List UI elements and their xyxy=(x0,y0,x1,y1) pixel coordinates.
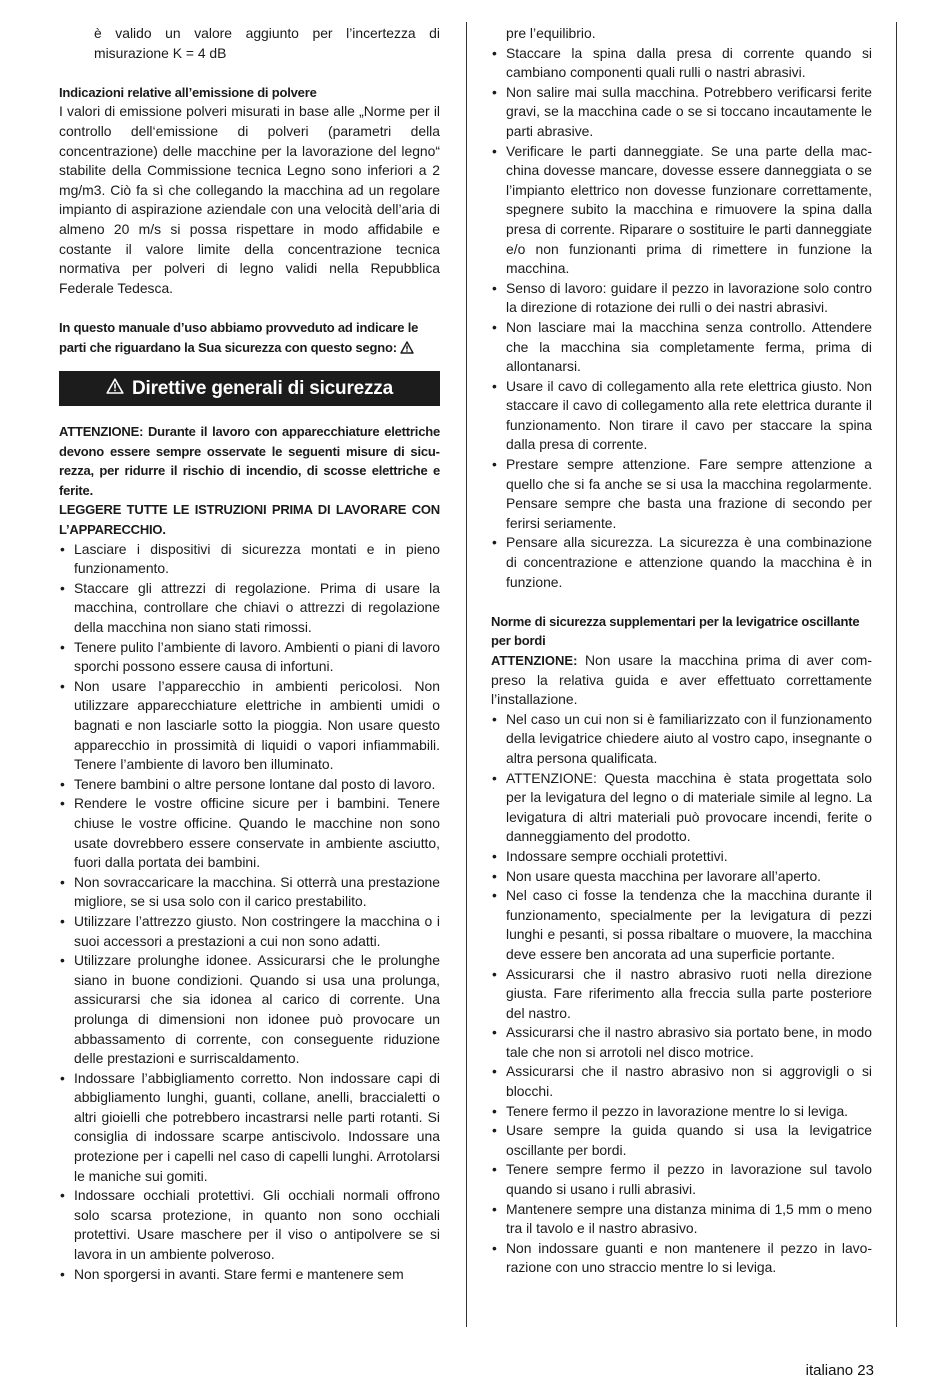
list-item: • Non salire mai sulla macchina. Potrebbero verificarsi ferite gravi, se la macchina cade o se si toccano incautamente le parti abrasive. xyxy=(491,83,872,142)
list-item: • Assicurarsi che il nastro abrasivo non si aggrovigli o si blocchi. xyxy=(491,1062,872,1101)
list-item: • Pensare alla sicurezza. La sicurezza è una combinazione di concentrazione e attenzione quando la macchina è in funzione. xyxy=(491,533,872,592)
list-item: • Usare sempre la guida quando si usa la levigatrice oscillante per bordi. xyxy=(491,1121,872,1160)
list-item: • Non usare l’apparecchio in ambienti pericolosi. Non utilizzare apparecchiature elettriche in ambienti umidi o bagnati e non lasciarle sotto la pioggia. Non usare questo apparecchio in prossimità di liquidi o vapori infiammabili. Tenere l’ambiente di lavoro ben illuminato. xyxy=(59,677,440,775)
list-item: • Tenere pulito l’ambiente di lavoro. Ambienti o piani di lavoro sporchi possono essere causa di infortuni. xyxy=(59,638,440,677)
list-item: • Lasciare i dispositivi di sicurezza montati e in pieno funzionamento. xyxy=(59,540,440,579)
list-item: • Usare il cavo di collegamento alla rete elettrica giusto. Non staccare il cavo di collegamento alla rete elettrica durante il funzionamento. Non tirare il cavo per staccare la spina dalla presa di corrente. xyxy=(491,377,872,455)
list-item: • Assicurarsi che il nastro abrasivo ruoti nella direzione giusta. Fare riferimento alla freccia sulla parte posteriore del nastro. xyxy=(491,965,872,1024)
list-item: • Nel caso ci fosse la tendenza che la macchina durante il funzionamento, specialmente per la levigatura di pezzi lunghi e pesanti, si possa ribaltare o muovere, la macchina deve essere ben ancorata ad una superficie portante. xyxy=(491,886,872,964)
list-item: • Senso di lavoro: guidare il pezzo in lavorazione solo contro la direzione di rotazione dei rulli o dei nastri abrasivi. xyxy=(491,279,872,318)
list-item: • Non sporgersi in avanti. Stare fermi e mantenere sem xyxy=(59,1265,440,1285)
list-item: • Indossare occhiali protettivi. Gli occhiali normali offrono solo scarsa protezione, in quanto non sono occhiali protettivi. Usare maschere per il viso o antipolvere se si lavora in un ambiente polveroso. xyxy=(59,1186,440,1264)
list-item: • Tenere fermo il pezzo in lavorazione mentre lo si leviga. xyxy=(491,1102,872,1122)
intro-line: è valido un valore aggiunto per l’incertezza di misurazione K = 4 dB xyxy=(94,25,440,61)
norms-attention xyxy=(491,651,872,710)
list-item: • Staccare la spina dalla presa di corrente quando si cambiano componenti quali rulli o nastri abrasivi. xyxy=(491,44,872,83)
list-item: • Utilizzare prolunghe idonee. Assicurarsi che le prolunghe siano in buone condizioni. Quando si usa una prolunga, assicurarsi che sia idonea al carico di corrente. Una prolunga di dimensioni non idonee può provocare un abbassamento di corrente, con conseguente riduzione delle prestazioni e surriscaldamento. xyxy=(59,951,440,1069)
list-item: • Mantenere sempre una distanza minima di 1,5 mm o meno tra il tavolo e il nastro abrasivo. xyxy=(491,1200,872,1239)
warning-triangle-icon xyxy=(400,340,414,360)
list-item: • Rendere le vostre officine sicure per i bambini. Tenere chiuse le vostre officine. Quando le macchine non sono usate dovrebbero essere conservate in ambiente asciutto, fuori dalla portata dei bambini. xyxy=(59,794,440,872)
manual-note xyxy=(59,318,440,359)
list-item: • Utilizzare l’attrezzo giusto. Non costringere la macchina o i suoi accessori a prestazioni a cui non sono adatti. xyxy=(59,912,440,951)
continuation-line: pre l’equilibrio. xyxy=(506,25,596,41)
manual-note-text: In questo manuale d’uso abbiamo provveduto ad indicare le parti che riguardano la Sua sicurezza con questo segno: xyxy=(59,319,419,355)
list-item: • Non usare questa macchina per lavorare all’aperto. xyxy=(491,867,872,887)
list-item: • Verificare le parti danneggiate. Se una parte della macchina dovesse mancare, dovesse essere danneggiata o se l’impianto elettrico non dovesse funzionare correttamente, spegnere subito la macchina e rimuovere la spina dalla presa di corrente. Riparare o sostituire le parti danneggiate e/o non funzionanti prima di rimettere in funzione la macchina. xyxy=(491,142,872,279)
attention-paragraph: ATTENZIONE: Durante il lavoro con apparecchiature elettriche devono essere sempre osservate le seguenti misure di sicurezza, per ridurre il rischio di incendio, di scosse elettriche e ferite. xyxy=(59,424,440,498)
list-item: • ATTENZIONE: Questa macchina è stata progettata solo per la levigatura del legno o di materiale simile al legno. La levigatura di altri materiali può provocare incendi, ferite o danneggiamento del prodotto. xyxy=(491,769,872,847)
attention-text: Non usare la macchina prima di aver compreso la relativa guida e aver effettuato correttamente l’installazione. xyxy=(491,652,872,708)
norms-heading: Norme di sicurezza supplementari per la levigatrice oscillante per bordi xyxy=(491,613,860,649)
general-safety-list xyxy=(59,540,440,1285)
dust-paragraph: I valori di emissione polveri misurati in base alle „Norme per il controllo dell‘emissione di polveri (parametri della concentrazione) delle macchine per la lavorazione del legno“ stabilite della Commissione tecnica Legno sono inferiori a 2 mg/m3. Ciò fa sì che collegando la macchina ad un regolare impianto di aspirazione aziendale con una velocità dell’aria di almeno 20 m/s si possa rispettare in modo affidabile e costante il valore limite della concentrazione tecnica normativa per polveri di legno validi nella Repubblica Federale Tedesca. xyxy=(59,103,440,296)
list-item: • Staccare gli attrezzi di regolazione. Prima di usare la macchina, controllare che chiavi o attrezzi di regolazione della macchina non siano stati rimossi. xyxy=(59,579,440,638)
list-item: • Non sovraccaricare la macchina. Si otterrà una prestazione migliore, se si usa solo con il carico prestabilito. xyxy=(59,873,440,912)
list-item: • Tenere sempre fermo il pezzo in lavorazione sul tavolo quando si usano i rulli abrasivi. xyxy=(491,1160,872,1199)
column-rule-left xyxy=(466,22,467,1327)
list-item: • Indossare sempre occhiali protettivi. xyxy=(491,847,872,867)
list-item: • Indossare l’abbigliamento corretto. Non indossare capi di abbigliamento lunghi, guanti, collane, anelli, braccialetti o altri gioielli che potrebbero incastrarsi nelle parti rotanti. Si consiglia di indossare scarpe antiscivolo. Indossare una protezione per i capelli nel caso di capelli lunghi. Arrotolarsi le maniche sui gomiti. xyxy=(59,1069,440,1187)
list-item: • Non indossare guanti e non mantenere il pezzo in lavorazione con uno straccio mentre lo si leviga. xyxy=(491,1239,872,1278)
list-item: • Non lasciare mai la macchina senza controllo. Attendere che la macchina sia completamente ferma, prima di allontanarsi. xyxy=(491,318,872,377)
list-item: • Nel caso un cui non si è familiarizzato con il funzionamento della levigatrice chiedere aiuto al vostro capo, insegnante o altra persona qualificata. xyxy=(491,710,872,769)
list-item: • Tenere bambini o altre persone lontane dal posto di lavoro. xyxy=(59,775,440,795)
read-all-instructions: LEGGERE TUTTE LE ISTRUZIONI PRIMA DI LAVORARE CON L’APPARECCHIO. xyxy=(59,502,440,538)
supplementary-safety-list xyxy=(491,710,872,1278)
dust-heading: Indicazioni relative all’emissione di polvere xyxy=(59,84,317,100)
general-safety-list-continued xyxy=(491,44,872,593)
safety-banner xyxy=(59,371,440,406)
list-item: • Prestare sempre attenzione. Fare sempre attenzione a quello che si fa anche se si usa la macchina regolarmente. Pensare sempre che basta una frazione di secondo per ferirsi seriamente. xyxy=(491,455,872,533)
list-item: • Assicurarsi che il nastro abrasivo sia portato bene, in modo tale che non si arrotoli nel disco motrice. xyxy=(491,1023,872,1062)
banner-title: Direttive generali di sicurezza xyxy=(132,377,393,399)
page-footer: italiano 23 xyxy=(805,1362,874,1379)
right-column xyxy=(491,24,872,1278)
attention-label: ATTENZIONE: xyxy=(491,653,578,668)
column-rule-right xyxy=(896,22,897,1327)
left-column xyxy=(59,24,440,1284)
warning-triangle-icon xyxy=(106,378,124,399)
